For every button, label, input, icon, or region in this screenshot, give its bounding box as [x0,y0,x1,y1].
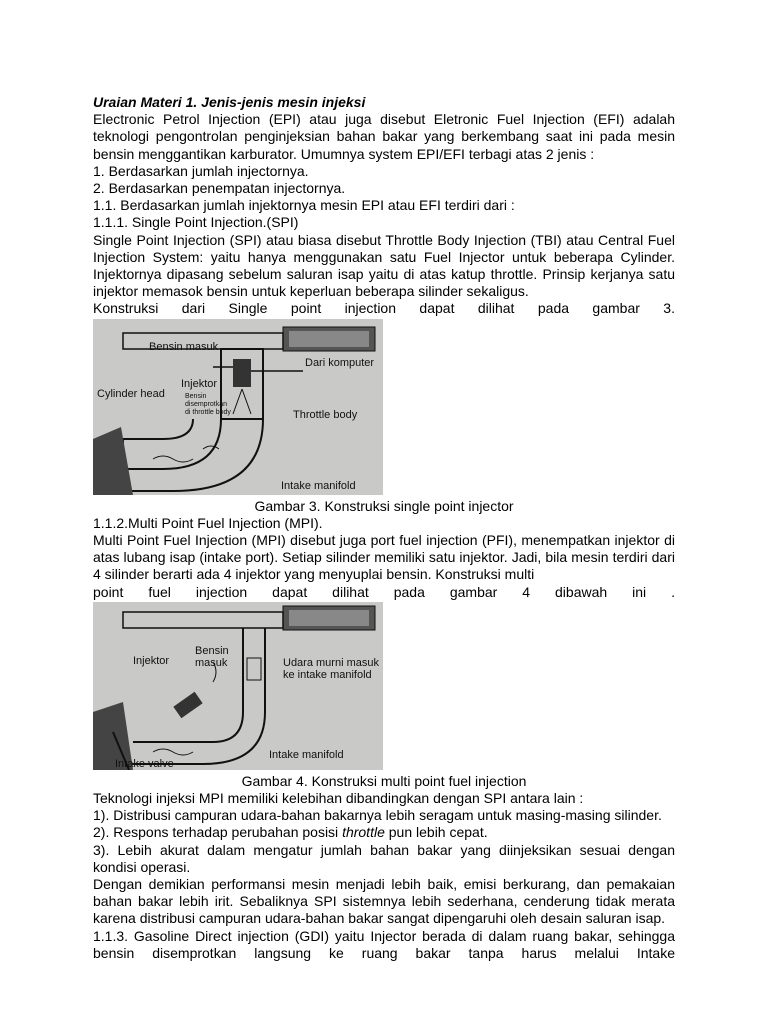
advantage-text: pun lebih cepat. [384,824,488,841]
injector-shape [233,359,251,387]
document-page [93,94,675,962]
label-masuk: masuk [195,656,228,669]
figure-4-diagram [93,602,383,770]
spray-line [242,389,251,414]
filter-element-shape [289,331,369,347]
list-item: 1. Berdasarkan jumlah injectornya. [93,162,309,179]
list-item: 2. Berdasarkan penempatan injectornya. [93,180,346,197]
label-throttle-body: Throttle body [293,408,358,421]
throttle-valve-shape [247,658,261,680]
intro-paragraph: Electronic Petrol Injection (EPI) atau juga disebut Eletronic Fuel Injection (EFI) adalah teknologi pengontrolan penginjeksian bahan bakar yang berkembang saat ini pada mesin bensin menggantikan karburator. Umumnya system EPI/EFI terbagi atas 2 jenis : [93,111,675,162]
heading: Uraian Materi 1. Jenis-jenis mesin injeksi [93,94,366,110]
conclusion-paragraph: Dengan demikian performansi mesin menjadi lebih baik, emisi berkurang, dan pemakaian bahan bakar lebih irit. Sebaliknya SPI sistemnya lebih sederhana, cenderung tidak merata karena distribusi campuran udara-bahan bakar sangat dipengaruhi oleh desain saluran isap. [93,876,675,927]
mpi-paragraph: Multi Point Fuel Injection (MPI) disebut juga port fuel injection (PFI), menempatkan injektor di atas lubang isap (intake port). Setiap silinder memiliki satu injektor. Jadi, bila mesin terdiri dari 4 silinder berarti ada 4 injektor yang menyuplai bensin. Konstruksi multi [93,532,675,583]
section-1-1-1: 1.1.1. Single Point Injection.(SPI) [93,214,299,231]
advantages-intro: Teknologi injeksi MPI memiliki kelebihan dibandingkan dengan SPI antara lain : [93,790,584,807]
figure-3-diagram [93,319,383,495]
flow-arrow [153,749,193,755]
advantage-item: 3). Lebih akurat dalam mengatur jumlah bahan bakar yang diinjeksikan sesuai dengan kondisi operasi. [93,841,675,875]
air-duct-shape [123,612,283,628]
flow-arrow [203,446,219,449]
label-dari-komputer: Dari komputer [305,356,375,369]
figure-3-caption: Gambar 3. Konstruksi single point injector [254,497,514,514]
label-bensin-note: disemprotkan [185,400,228,408]
advantage-item: 1). Distribusi campuran udara-bahan bakarnya lebih seragam untuk masing-masing silinder. [93,807,662,824]
filter-element-shape [289,610,369,626]
advantage-text-italic: throttle [342,824,385,841]
spi-reference: Konstruksi dari Single point injection dapat dilihat pada gambar 3. [93,300,675,317]
label-intake-manifold: Intake manifold [281,479,356,492]
label-injektor: Injektor [133,654,170,667]
label-cylinder-head: Cylinder head [97,387,165,400]
flow-arrow [153,456,193,462]
label-bensin-note: di throttle body [185,408,231,416]
intake-manifold-outer-shape [113,419,263,491]
spray-line [233,389,242,414]
label-bensin-note: Bensin [185,392,207,400]
label-bensin-masuk: Bensin masuk [149,340,219,353]
label-udara-murni: Udara murni masuk [283,656,379,669]
label-intake-manifold: Intake manifold [269,748,344,761]
figure-4-caption: Gambar 4. Konstruksi multi point fuel injection [241,772,527,789]
label-injektor: Injektor [181,377,218,390]
advantage-item [93,824,675,841]
label-ke-intake-manifold: ke intake manifold [283,668,372,681]
cylinder-head-shape [93,427,133,495]
gdi-paragraph: 1.1.3. Gasoline Direct injection (GDI) yaitu Injector berada di dalam ruang bakar, sehingga bensin disemprotkan langsung ke ruang bakar tanpa harus melalui Intake [93,927,675,961]
mpi-reference: point fuel injection dapat dilihat pada gambar 4 dibawah ini . [93,583,675,600]
advantage-text: 2). Respons terhadap perubahan posisi [93,824,343,841]
injector-shape [173,692,202,718]
section-1-1: 1.1. Berdasarkan jumlah injektornya mesin EPI atau EFI terdiri dari : [93,197,515,214]
section-1-1-2: 1.1.2.Multi Point Fuel Injection (MPI). [93,514,323,531]
figure-4-multi-point-injection [93,602,383,770]
label-bensin: Bensin [195,644,229,657]
intake-manifold-shape [123,419,221,469]
figure-3-single-point-injection [93,319,383,495]
label-intake-valve: Intake valve [115,757,174,770]
spi-paragraph: Single Point Injection (SPI) atau biasa disebut Throttle Body Injection (TBI) atau Central Fuel Injection System: yaitu hanya menggunakan satu Fuel Injector untuk beberapa Cylinder. Injektornya dipasang sebelum saluran isap yaitu di atas katup throttle. Prinsip kerjanya satu injektor memasok bensin untuk keperluan beberapa silinder sekaligus. [93,231,675,300]
